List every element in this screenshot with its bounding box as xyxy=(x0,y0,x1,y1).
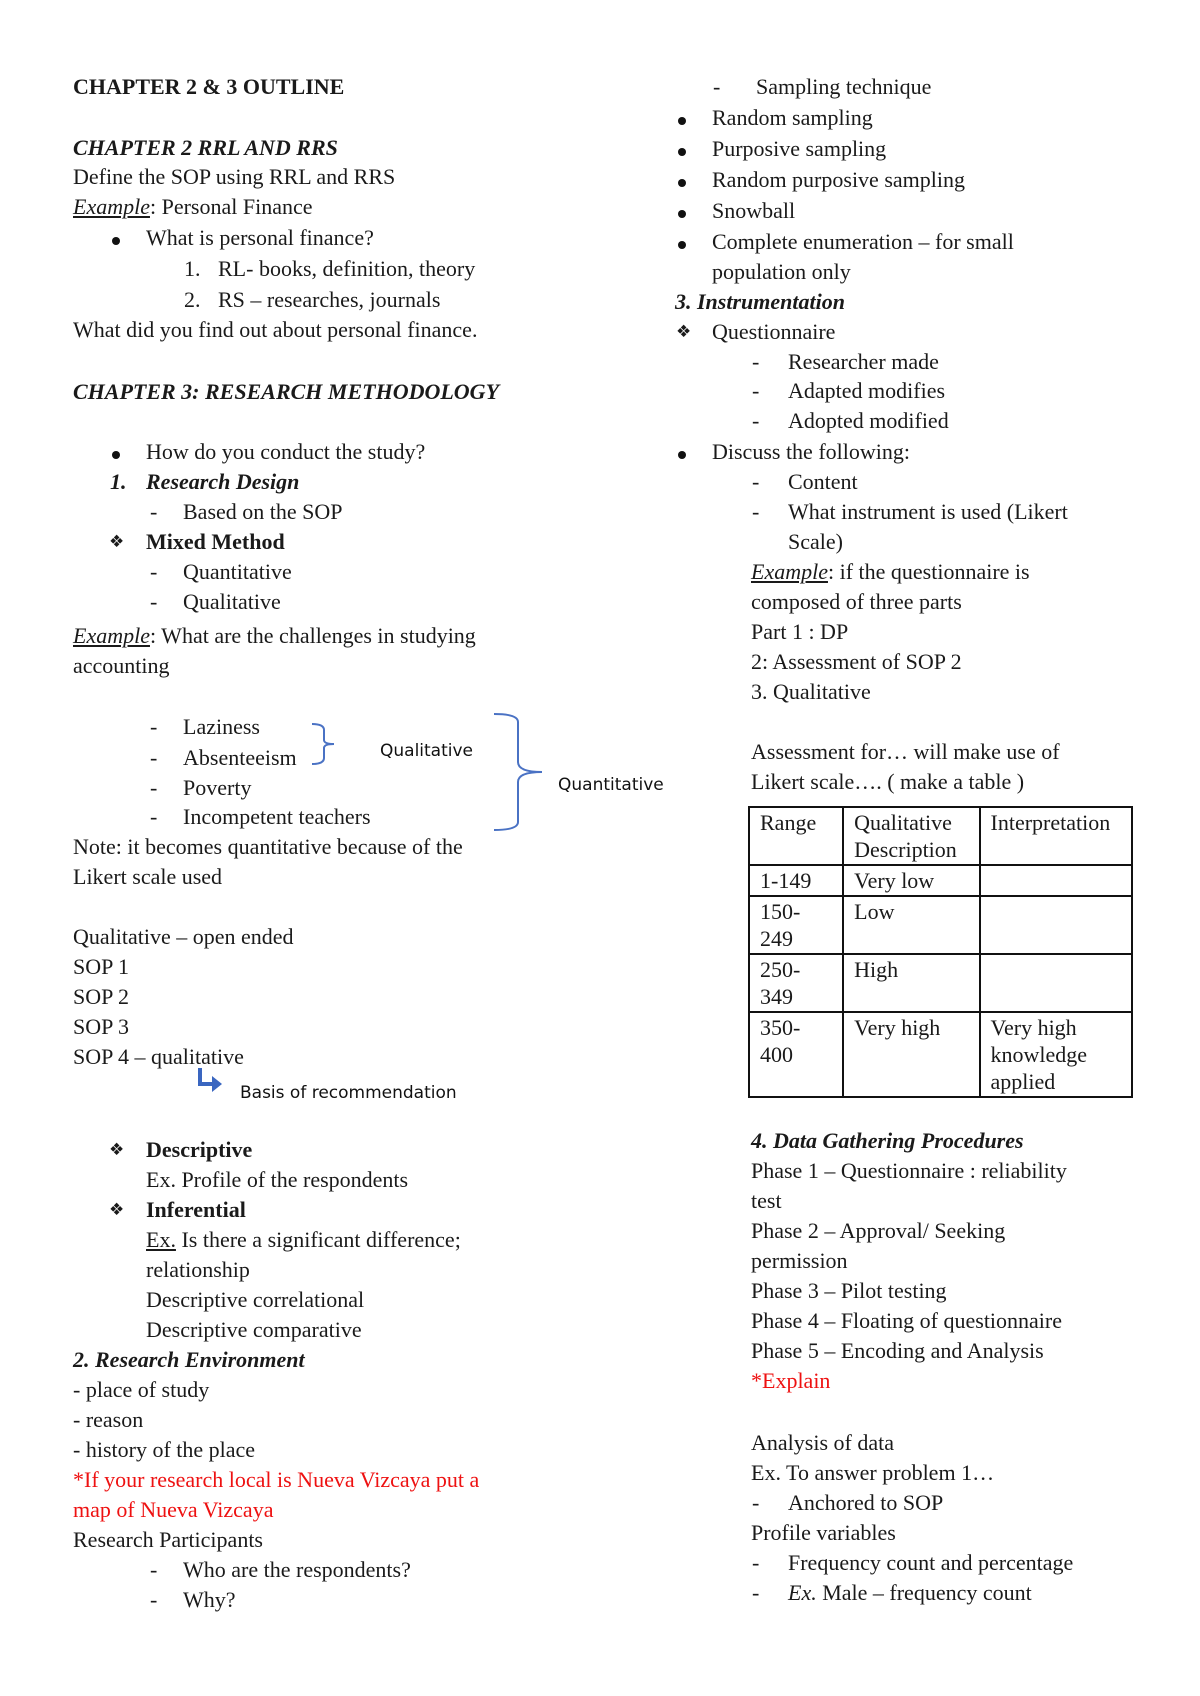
re-reason: - reason xyxy=(73,1407,144,1432)
adopted-modified: Adopted modified xyxy=(788,408,949,433)
challenge-absenteeism: Absenteeism xyxy=(183,745,297,770)
ch2-example xyxy=(73,192,313,222)
research-design-title: Research Design xyxy=(146,469,300,494)
table-cell xyxy=(980,865,1132,896)
re-history: - history of the place xyxy=(73,1437,256,1462)
example2 xyxy=(73,621,476,651)
bullet-icon xyxy=(678,148,686,156)
rd-based: Based on the SOP xyxy=(183,499,343,524)
analysis-of-data: Analysis of data xyxy=(751,1430,894,1455)
header-range: Range xyxy=(749,807,843,865)
assessment-line1: Assessment for… will make use of xyxy=(751,739,1060,764)
dash-icon: - xyxy=(752,349,760,374)
bullet-icon xyxy=(678,241,686,249)
example-label: Example xyxy=(73,623,150,648)
male-frequency xyxy=(788,1578,1032,1608)
table-row xyxy=(749,1012,1132,1097)
explain-note: *Explain xyxy=(751,1368,831,1393)
example-label: Example xyxy=(73,194,150,219)
re-note-line1: *If your research local is Nueva Vizcaya put a xyxy=(73,1467,480,1492)
research-environment-title: 2. Research Environment xyxy=(73,1347,305,1372)
data-gathering-title: 4. Data Gathering Procedures xyxy=(751,1128,1024,1153)
diamond-bullet-icon: ❖ xyxy=(109,1200,125,1220)
bullet-icon xyxy=(678,179,686,187)
phase4: Phase 4 – Floating of questionnaire xyxy=(751,1308,1063,1333)
table-cell: 150-249 xyxy=(749,896,843,954)
large-brace-icon xyxy=(492,710,552,836)
note-line1: Note: it becomes quantitative because of the xyxy=(73,834,463,859)
complete-enumeration-line1: Complete enumeration – for small xyxy=(712,229,1014,254)
example2-cont: accounting xyxy=(73,653,170,678)
ex-problem: Ex. To answer problem 1… xyxy=(751,1460,995,1485)
re-note-line2: map of Nueva Vizcaya xyxy=(73,1497,274,1522)
ch2-num1: 1. xyxy=(184,256,201,281)
inferential-example xyxy=(146,1225,461,1255)
sop3: SOP 3 xyxy=(73,1014,130,1039)
rp-who: Who are the respondents? xyxy=(183,1557,411,1582)
table-cell xyxy=(980,896,1132,954)
table-cell: 1-149 xyxy=(749,865,843,896)
assessment-line2: Likert scale…. ( make a table ) xyxy=(751,769,1025,794)
what-instrument-line2: Scale) xyxy=(788,529,843,554)
table-row xyxy=(749,954,1132,1012)
note-line2: Likert scale used xyxy=(73,864,223,889)
dash-icon: - xyxy=(150,745,158,770)
discuss-following: Discuss the following: xyxy=(712,439,910,464)
snowball: Snowball xyxy=(712,198,796,223)
dash-icon: - xyxy=(752,1490,760,1515)
ch2-found: What did you find out about personal finance. xyxy=(73,317,478,342)
ch2-example-text: : Personal Finance xyxy=(149,194,313,219)
dash-icon: - xyxy=(752,469,760,494)
bullet-icon xyxy=(678,451,686,459)
dash-icon: - xyxy=(150,804,158,829)
qualitative-open: Qualitative – open ended xyxy=(73,924,294,949)
bullet-icon xyxy=(112,451,120,459)
adapted-modifies: Adapted modifies xyxy=(788,378,946,403)
dash-icon: - xyxy=(752,378,760,403)
random-sampling: Random sampling xyxy=(712,105,873,130)
right-example-text: : if the questionnaire is xyxy=(827,559,1030,584)
researcher-made: Researcher made xyxy=(788,349,939,374)
table-row xyxy=(749,865,1132,896)
research-participants-title: Research Participants xyxy=(73,1527,263,1552)
dash-icon: - xyxy=(150,714,158,739)
ch2-define: Define the SOP using RRL and RRS xyxy=(73,164,396,189)
bullet-icon xyxy=(112,237,120,245)
table-cell: 350-400 xyxy=(749,1012,843,1097)
callout-qualitative: Qualitative xyxy=(380,741,474,761)
small-brace-icon xyxy=(310,720,350,768)
phase2-line2: permission xyxy=(751,1248,848,1273)
part2: 2: Assessment of SOP 2 xyxy=(751,649,962,674)
table-cell xyxy=(980,954,1132,1012)
ch2-item1: RL- books, definition, theory xyxy=(218,256,476,281)
table-cell: Very high xyxy=(843,1012,979,1097)
content: Content xyxy=(788,469,858,494)
what-instrument-line1: What instrument is used (Likert xyxy=(788,499,1068,524)
profile-variables: Profile variables xyxy=(751,1520,896,1545)
dash-icon: - xyxy=(752,408,760,433)
mixed-quantitative: Quantitative xyxy=(183,559,292,584)
phase2-line1: Phase 2 – Approval/ Seeking xyxy=(751,1218,1006,1243)
dash-icon: - xyxy=(752,1580,760,1605)
diamond-bullet-icon: ❖ xyxy=(109,1140,125,1160)
dash-icon: - xyxy=(150,775,158,800)
purposive-sampling: Purposive sampling xyxy=(712,136,887,161)
descriptive-title: Descriptive xyxy=(146,1137,253,1162)
phase1-line2: test xyxy=(751,1188,782,1213)
header-interpretation: Interpretation xyxy=(980,807,1132,865)
phase1-line1: Phase 1 – Questionnaire : reliability xyxy=(751,1158,1067,1183)
frequency-count: Frequency count and percentage xyxy=(788,1550,1074,1575)
outline-title: CHAPTER 2 & 3 OUTLINE xyxy=(73,74,345,99)
ch2-bullet: What is personal finance? xyxy=(146,225,374,250)
sop2: SOP 2 xyxy=(73,984,130,1009)
table-cell: Very low xyxy=(843,865,979,896)
table-header-row xyxy=(749,807,1132,865)
table-row xyxy=(749,896,1132,954)
diamond-bullet-icon: ❖ xyxy=(676,322,692,342)
inferential-title: Inferential xyxy=(146,1197,246,1222)
likert-table xyxy=(748,806,1133,1098)
table-cell: Very high knowledge applied xyxy=(980,1012,1132,1097)
bullet-icon xyxy=(678,210,686,218)
descriptive-comparative: Descriptive comparative xyxy=(146,1317,362,1342)
complete-enumeration-line2: population only xyxy=(712,259,851,284)
ex-italic: Ex. xyxy=(788,1580,817,1605)
phase3: Phase 3 – Pilot testing xyxy=(751,1278,947,1303)
phase5: Phase 5 – Encoding and Analysis xyxy=(751,1338,1044,1363)
ch2-num2: 2. xyxy=(184,287,201,312)
header-qualitative-description: Qualitative Description xyxy=(843,807,979,865)
table-cell: Low xyxy=(843,896,979,954)
mixed-method-title: Mixed Method xyxy=(146,529,285,554)
bullet-icon xyxy=(678,117,686,125)
chapter2-title: CHAPTER 2 RRL AND RRS xyxy=(73,135,338,160)
dash-icon: - xyxy=(150,589,158,614)
instrumentation-title: 3. Instrumentation xyxy=(675,289,845,314)
ch2-item2: RS – researches, journals xyxy=(218,287,441,312)
sampling-technique: Sampling technique xyxy=(756,74,932,99)
challenge-incompetent: Incompetent teachers xyxy=(183,804,371,829)
part1: Part 1 : DP xyxy=(751,619,849,644)
right-example-cont: composed of three parts xyxy=(751,589,962,614)
chapter3-title: CHAPTER 3: RESEARCH METHODOLOGY xyxy=(73,379,500,404)
table-cell: High xyxy=(843,954,979,1012)
inferential-example-text: Is there a significant difference; xyxy=(175,1227,461,1252)
part3: 3. Qualitative xyxy=(751,679,871,704)
table-cell: 250-349 xyxy=(749,954,843,1012)
ex-label: Ex. xyxy=(146,1227,176,1252)
sop4: SOP 4 – qualitative xyxy=(73,1044,244,1069)
descriptive-example: Ex. Profile of the respondents xyxy=(146,1167,409,1192)
diamond-bullet-icon: ❖ xyxy=(109,532,125,552)
inferential-relationship: relationship xyxy=(146,1257,250,1282)
right-example xyxy=(751,557,1030,587)
rp-why: Why? xyxy=(183,1587,236,1612)
challenge-laziness: Laziness xyxy=(183,714,260,739)
dash-icon: - xyxy=(713,74,721,99)
dash-icon: - xyxy=(752,499,760,524)
re-place: - place of study xyxy=(73,1377,210,1402)
questionnaire: Questionnaire xyxy=(712,319,836,344)
callout-quantitative: Quantitative xyxy=(558,775,664,795)
dash-icon: - xyxy=(150,499,158,524)
challenge-poverty: Poverty xyxy=(183,775,252,800)
rd-num: 1. xyxy=(110,469,127,494)
mixed-qualitative: Qualitative xyxy=(183,589,281,614)
dash-icon: - xyxy=(150,1557,158,1582)
dash-icon: - xyxy=(752,1550,760,1575)
descriptive-correlational: Descriptive correlational xyxy=(146,1287,365,1312)
sop1: SOP 1 xyxy=(73,954,130,979)
ch3-bullet: How do you conduct the study? xyxy=(146,439,426,464)
random-purposive-sampling: Random purposive sampling xyxy=(712,167,965,192)
anchored-to-sop: Anchored to SOP xyxy=(788,1490,944,1515)
dash-icon: - xyxy=(150,1587,158,1612)
basis-of-recommendation: Basis of recommendation xyxy=(240,1083,457,1103)
bent-arrow-icon xyxy=(196,1066,226,1096)
example2-text: : What are the challenges in studying xyxy=(149,623,476,648)
male-frequency-text: Male – frequency count xyxy=(816,1580,1032,1605)
example-label: Example xyxy=(751,559,828,584)
dash-icon: - xyxy=(150,559,158,584)
